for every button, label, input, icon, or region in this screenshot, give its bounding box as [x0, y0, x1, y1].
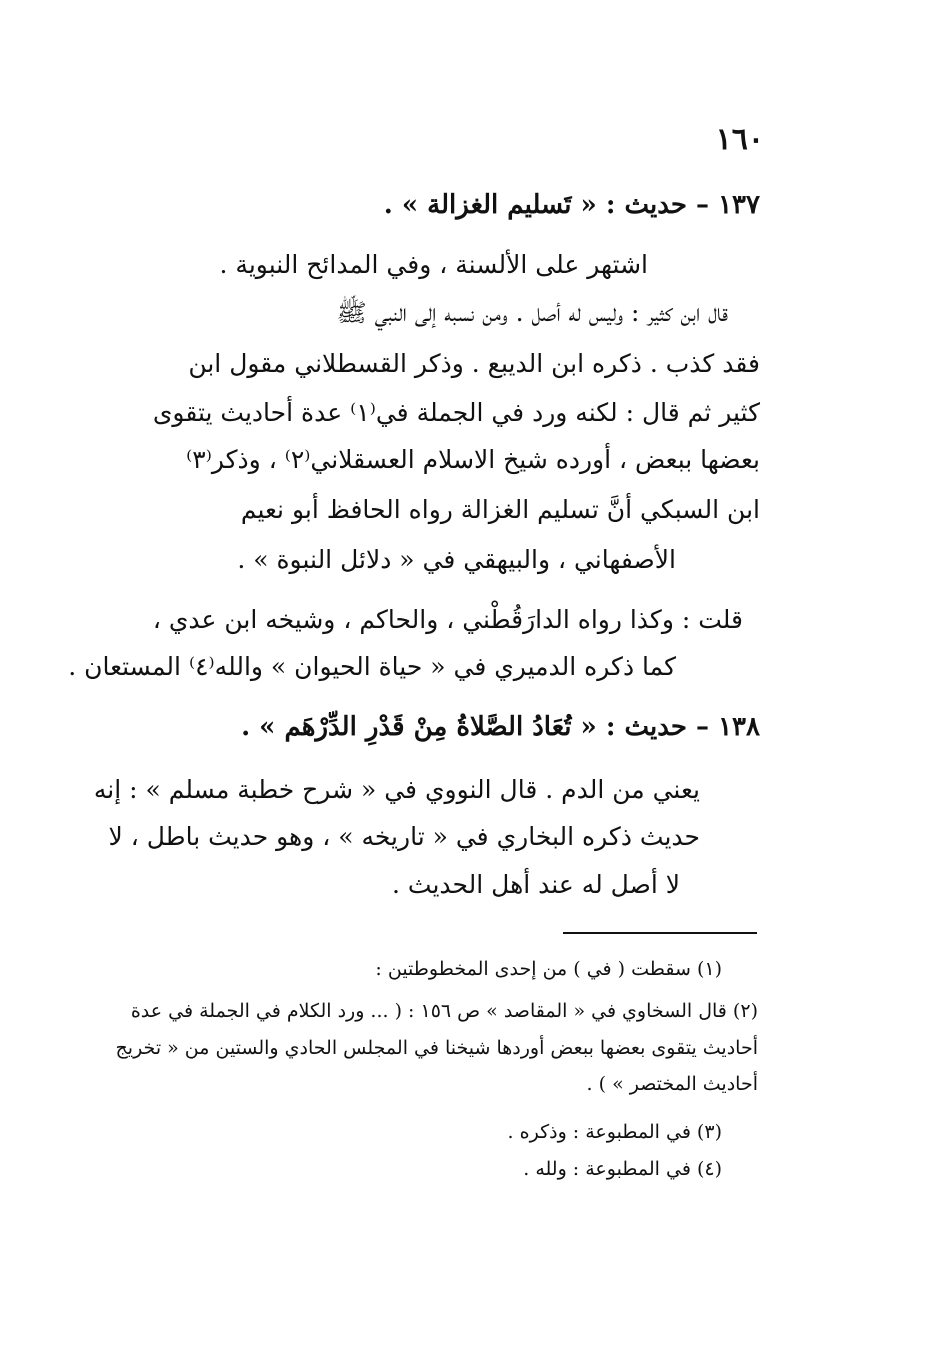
hadith-137-line-6: ابن السبكي أنَّ تسليم الغزالة رواه الحافظ أبو نعيم	[240, 495, 760, 524]
footnote-4: (٤) في المطبوعة : ولله .	[523, 1158, 722, 1180]
hadith-138-line-1: يعني من الدم . قال النووي في « شرح خطبة مسلم » : إنه	[93, 775, 700, 804]
hadith-137-line-3: فقد كذب . ذكره ابن الديبع . وذكر القسطلاني مقول ابن	[188, 349, 760, 378]
footnote-2-line-2: أحاديث يتقوى بعضها ببعض أوردها شيخنا في المجلس الحادي والستين من « تخريج	[115, 1037, 758, 1059]
footnote-2-line-3: أحاديث المختصر » ) .	[586, 1073, 758, 1095]
hadith-137-heading: ١٣٧ – حديث : « تَسليم الغزالة » .	[383, 190, 760, 220]
hadith-137-line-9: كما ذكره الدميري في « حياة الحيوان » والله⁽٤⁾ المستعان .	[68, 652, 676, 681]
footnote-3: (٣) في المطبوعة : وذكره .	[507, 1121, 722, 1143]
hadith-137-line-2: قال ابن كثير : وليس له أصل . ومن نسبه إلى النبي ﷺ	[336, 298, 728, 327]
hadith-137-line-7: الأصفهاني ، والبيهقي في « دلائل النبوة » .	[237, 545, 676, 574]
hadith-138-heading: ١٣٨ – حديث : « تُعَادُ الصَّلاةُ مِنْ قَدْرِ الدِّرْهَم » .	[241, 712, 760, 742]
footnote-separator	[563, 932, 757, 934]
hadith-137-line-1: اشتهر على الألسنة ، وفي المدائح النبوية .	[219, 250, 648, 279]
footnote-2-line-1: (٢) قال السخاوي في « المقاصد » ص ١٥٦ : ( ... ورد الكلام في الجملة في عدة	[130, 1000, 758, 1022]
hadith-138-line-2: حديث ذكره البخاري في « تاريخه » ، وهو حديث باطل ، لا	[108, 822, 700, 851]
hadith-138-line-3: لا أصل له عند أهل الحديث .	[392, 870, 680, 899]
page-number: ١٦٠	[715, 122, 764, 157]
hadith-137-line-8: قلت : وكذا رواه الدارَقُطْني ، والحاكم ، وشيخه ابن عدي ،	[152, 605, 743, 634]
hadith-137-line-5: بعضها ببعض ، أورده شيخ الاسلام العسقلاني⁽٢⁾ ، وذكر⁽٣⁾	[186, 445, 760, 474]
hadith-137-line-4: كثير ثم قال : لكنه ورد في الجملة في⁽١⁾ عدة أحاديث يتقوى	[152, 398, 760, 427]
footnote-1: (١) سقطت ( في ) من إحدى المخطوطتين :	[375, 958, 722, 980]
